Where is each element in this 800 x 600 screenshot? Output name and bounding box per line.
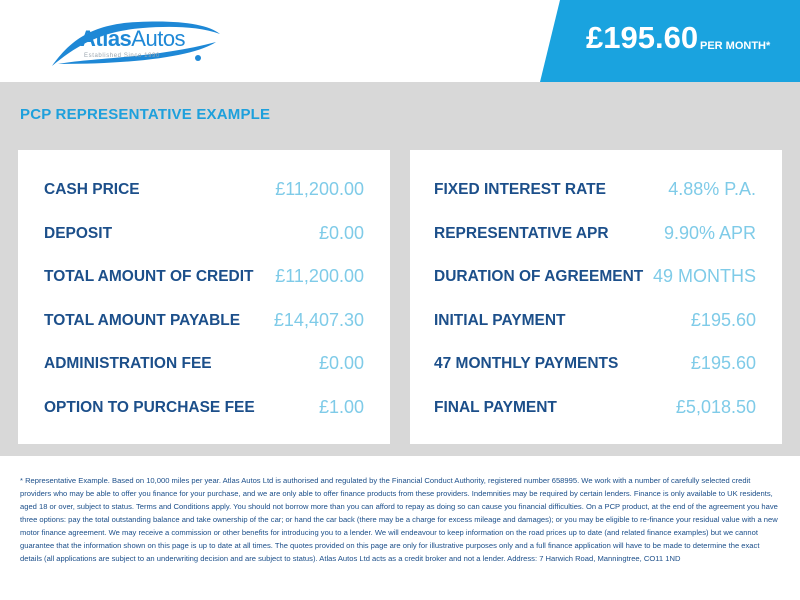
finance-row-label: REPRESENTATIVE APR xyxy=(434,225,609,242)
finance-row xyxy=(410,220,782,250)
finance-row-label: TOTAL AMOUNT OF CREDIT xyxy=(44,268,254,285)
finance-row-label: 47 MONTHLY PAYMENTS xyxy=(434,355,619,372)
finance-row xyxy=(410,350,782,380)
finance-row-value: 4.88% P.A. xyxy=(668,179,756,199)
finance-row xyxy=(18,307,390,337)
finance-row-value: £14,407.30 xyxy=(273,310,364,330)
finance-row-value: £1.00 xyxy=(318,397,364,417)
finance-row-value: £0.00 xyxy=(318,353,364,373)
finance-row-label: ADMINISTRATION FEE xyxy=(44,355,212,372)
finance-row xyxy=(18,176,390,206)
finance-row xyxy=(18,350,390,380)
section-title: PCP REPRESENTATIVE EXAMPLE xyxy=(20,106,271,123)
finance-disclaimer: * Representative Example. Based on 10,000 miles per year. Atlas Autos Ltd is authorised and regulated by the Financial Conduct Authority, registered number 658995. We work with a number of carefully selected credit providers who may be able to offer you finance for your purchase, and we are only able to offer finance products from these providers. Indemnities may be required by certain lenders. Finance is only available to UK residents, aged 18 or over, subject to status. Terms and Conditions apply. You should not borrow more than you can afford to repay as doing so can cause you financial difficulties. On a PCP product, at the end of the agreement you have three options: pay the total outstanding balance and take ownership of the car; or hand the car back (there may be a charge for excess mileage and damages); or you may be eligible to re-finance your residual value with a new motor finance agreement. We may receive a commission or other benefits for introducing you to a lender. We will endeavour to keep information on the road prices up to date (and related finance examples) but we cannot guarantee that the information shown on this page is up to date at all times. The quotes provided on this page are only for illustrative purposes only and a full finance application will have to be made to determine the exact details (all applications are subject to an underwriting decision and are subject to status). Atlas Autos Ltd acts as a credit broker and not a lender. Address: 7 Harwich Road, Manningtree, CO11 1ND xyxy=(20,476,778,563)
finance-row xyxy=(410,176,782,206)
finance-row xyxy=(410,263,782,293)
finance-row-value: £0.00 xyxy=(318,223,364,243)
monthly-price-banner xyxy=(560,0,800,82)
finance-row-value: 9.90% APR xyxy=(663,223,756,243)
finance-row-label: FINAL PAYMENT xyxy=(434,399,557,416)
finance-row xyxy=(18,263,390,293)
monthly-price-period: PER MONTH* xyxy=(700,40,771,52)
finance-panel-right xyxy=(410,150,782,444)
finance-row xyxy=(410,394,782,424)
brand-name: AtlasAutos xyxy=(80,26,186,51)
finance-row-value: £11,200.00 xyxy=(275,179,364,199)
finance-row-value: £5,018.50 xyxy=(675,397,756,417)
finance-row-label: FIXED INTEREST RATE xyxy=(434,181,606,198)
finance-row xyxy=(410,307,782,337)
finance-row-value: £11,200.00 xyxy=(275,266,364,286)
finance-row xyxy=(18,394,390,424)
finance-row-label: TOTAL AMOUNT PAYABLE xyxy=(44,312,241,329)
finance-panel-left xyxy=(18,150,390,444)
finance-row-value: £195.60 xyxy=(690,353,756,373)
brand-tagline: Established Since 1990 xyxy=(84,53,160,59)
atlas-autos-logo[interactable] xyxy=(48,14,223,70)
finance-row-label: CASH PRICE xyxy=(44,181,140,198)
finance-row xyxy=(18,220,390,250)
header xyxy=(0,0,800,82)
finance-row-value: 49 MONTHS xyxy=(652,266,756,286)
monthly-price-amount: £195.60 xyxy=(586,20,699,55)
finance-row-label: DEPOSIT xyxy=(44,225,113,242)
finance-row-label: OPTION TO PURCHASE FEE xyxy=(44,399,255,416)
finance-row-label: DURATION OF AGREEMENT xyxy=(434,268,644,285)
finance-example-section xyxy=(0,82,800,456)
finance-row-label: INITIAL PAYMENT xyxy=(434,312,566,329)
finance-row-value: £195.60 xyxy=(690,310,756,330)
